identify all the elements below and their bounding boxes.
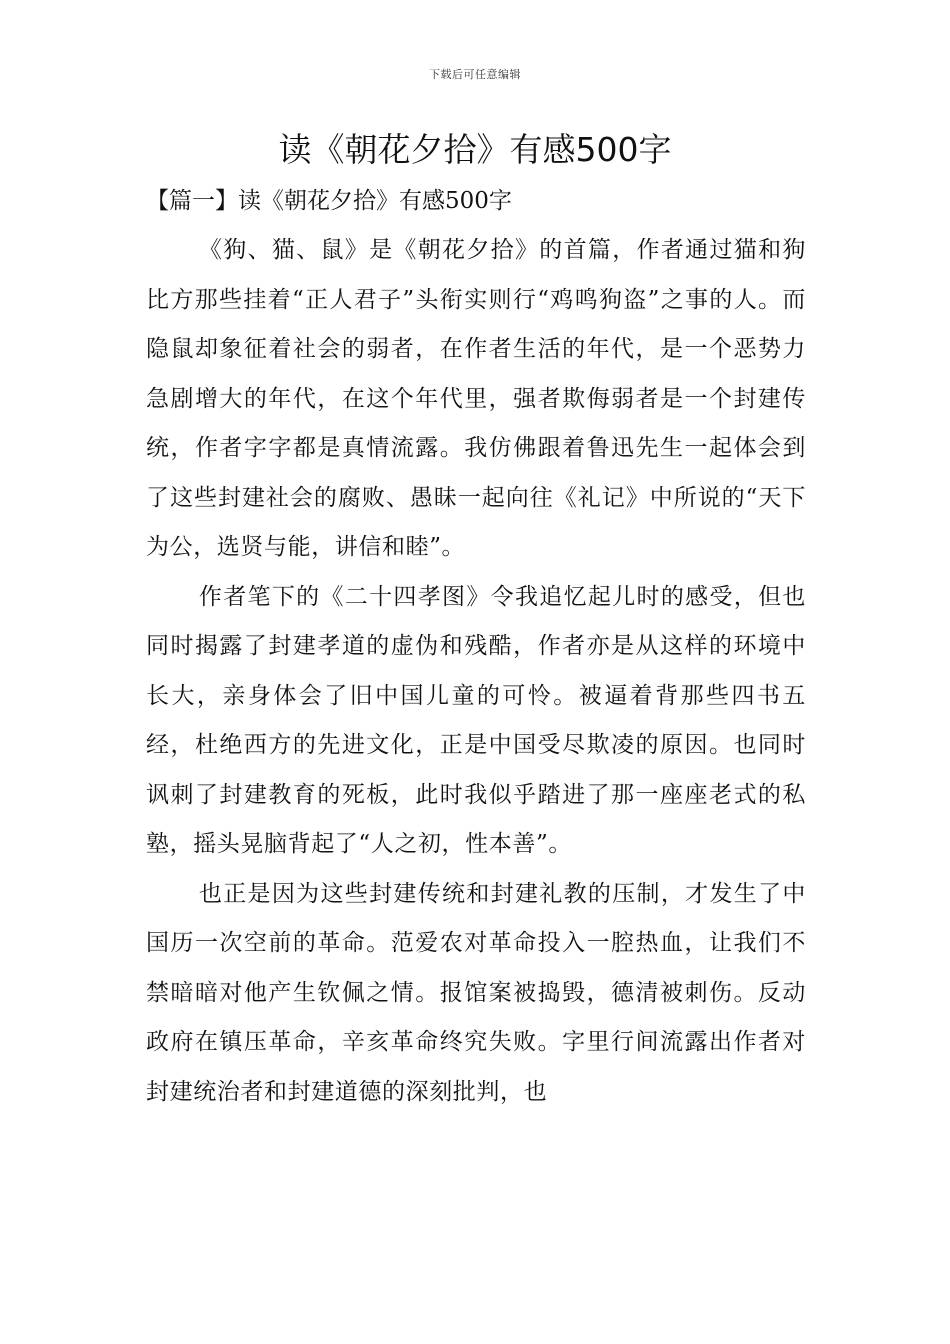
paragraph: 也正是因为这些封建传统和封建礼教的压制，才发生了中国历一次空前的革命。范爱农对革命投入一腔热血，让我们不禁暗暗对他产生钦佩之情。报馆案被捣毁，德清被刺伤。反动政府在镇压革命，辛亥革命终究失败。字里行间流露出作者对封建统治者和封建道德的深刻批判，也 (146, 880, 806, 1105)
paragraph: 《狗、猫、鼠》是《朝花夕拾》的首篇，作者通过猫和狗比方那些挂着“正人君子”头衔实则行“鸡鸣狗盗”之事的人。而隐鼠却象征着社会的弱者，在作者生活的年代，是一个恶势力急剧增大的年代，在这个年代里，强者欺侮弱者是一个封建传统，作者字字都是真情流露。我仿佛跟着鲁迅先生一起体会到了这些封建社会的腐败、愚昧一起向往《礼记》中所说的“天下为公，选贤与能，讲信和睦”。 (146, 237, 806, 560)
header-note: 下载后可任意编辑 (429, 68, 521, 81)
document-title: 读《朝花夕拾》有感500字 (278, 130, 672, 169)
section-heading: 【篇一】读《朝花夕拾》有感500字 (146, 188, 512, 214)
document-body (146, 176, 806, 1117)
paragraph: 作者笔下的《二十四孝图》令我追忆起儿时的感受，但也同时揭露了封建孝道的虚伪和残酷，作者亦是从这样的环境中长大，亲身体会了旧中国儿童的可怜。被逼着背那些四书五经，杜绝西方的先进文化，正是中国受尽欺凌的原因。也同时讽刺了封建教育的死板，此时我似乎踏进了那一座座老式的私塾，摇头晃脑背起了“人之初，性本善”。 (146, 583, 806, 857)
